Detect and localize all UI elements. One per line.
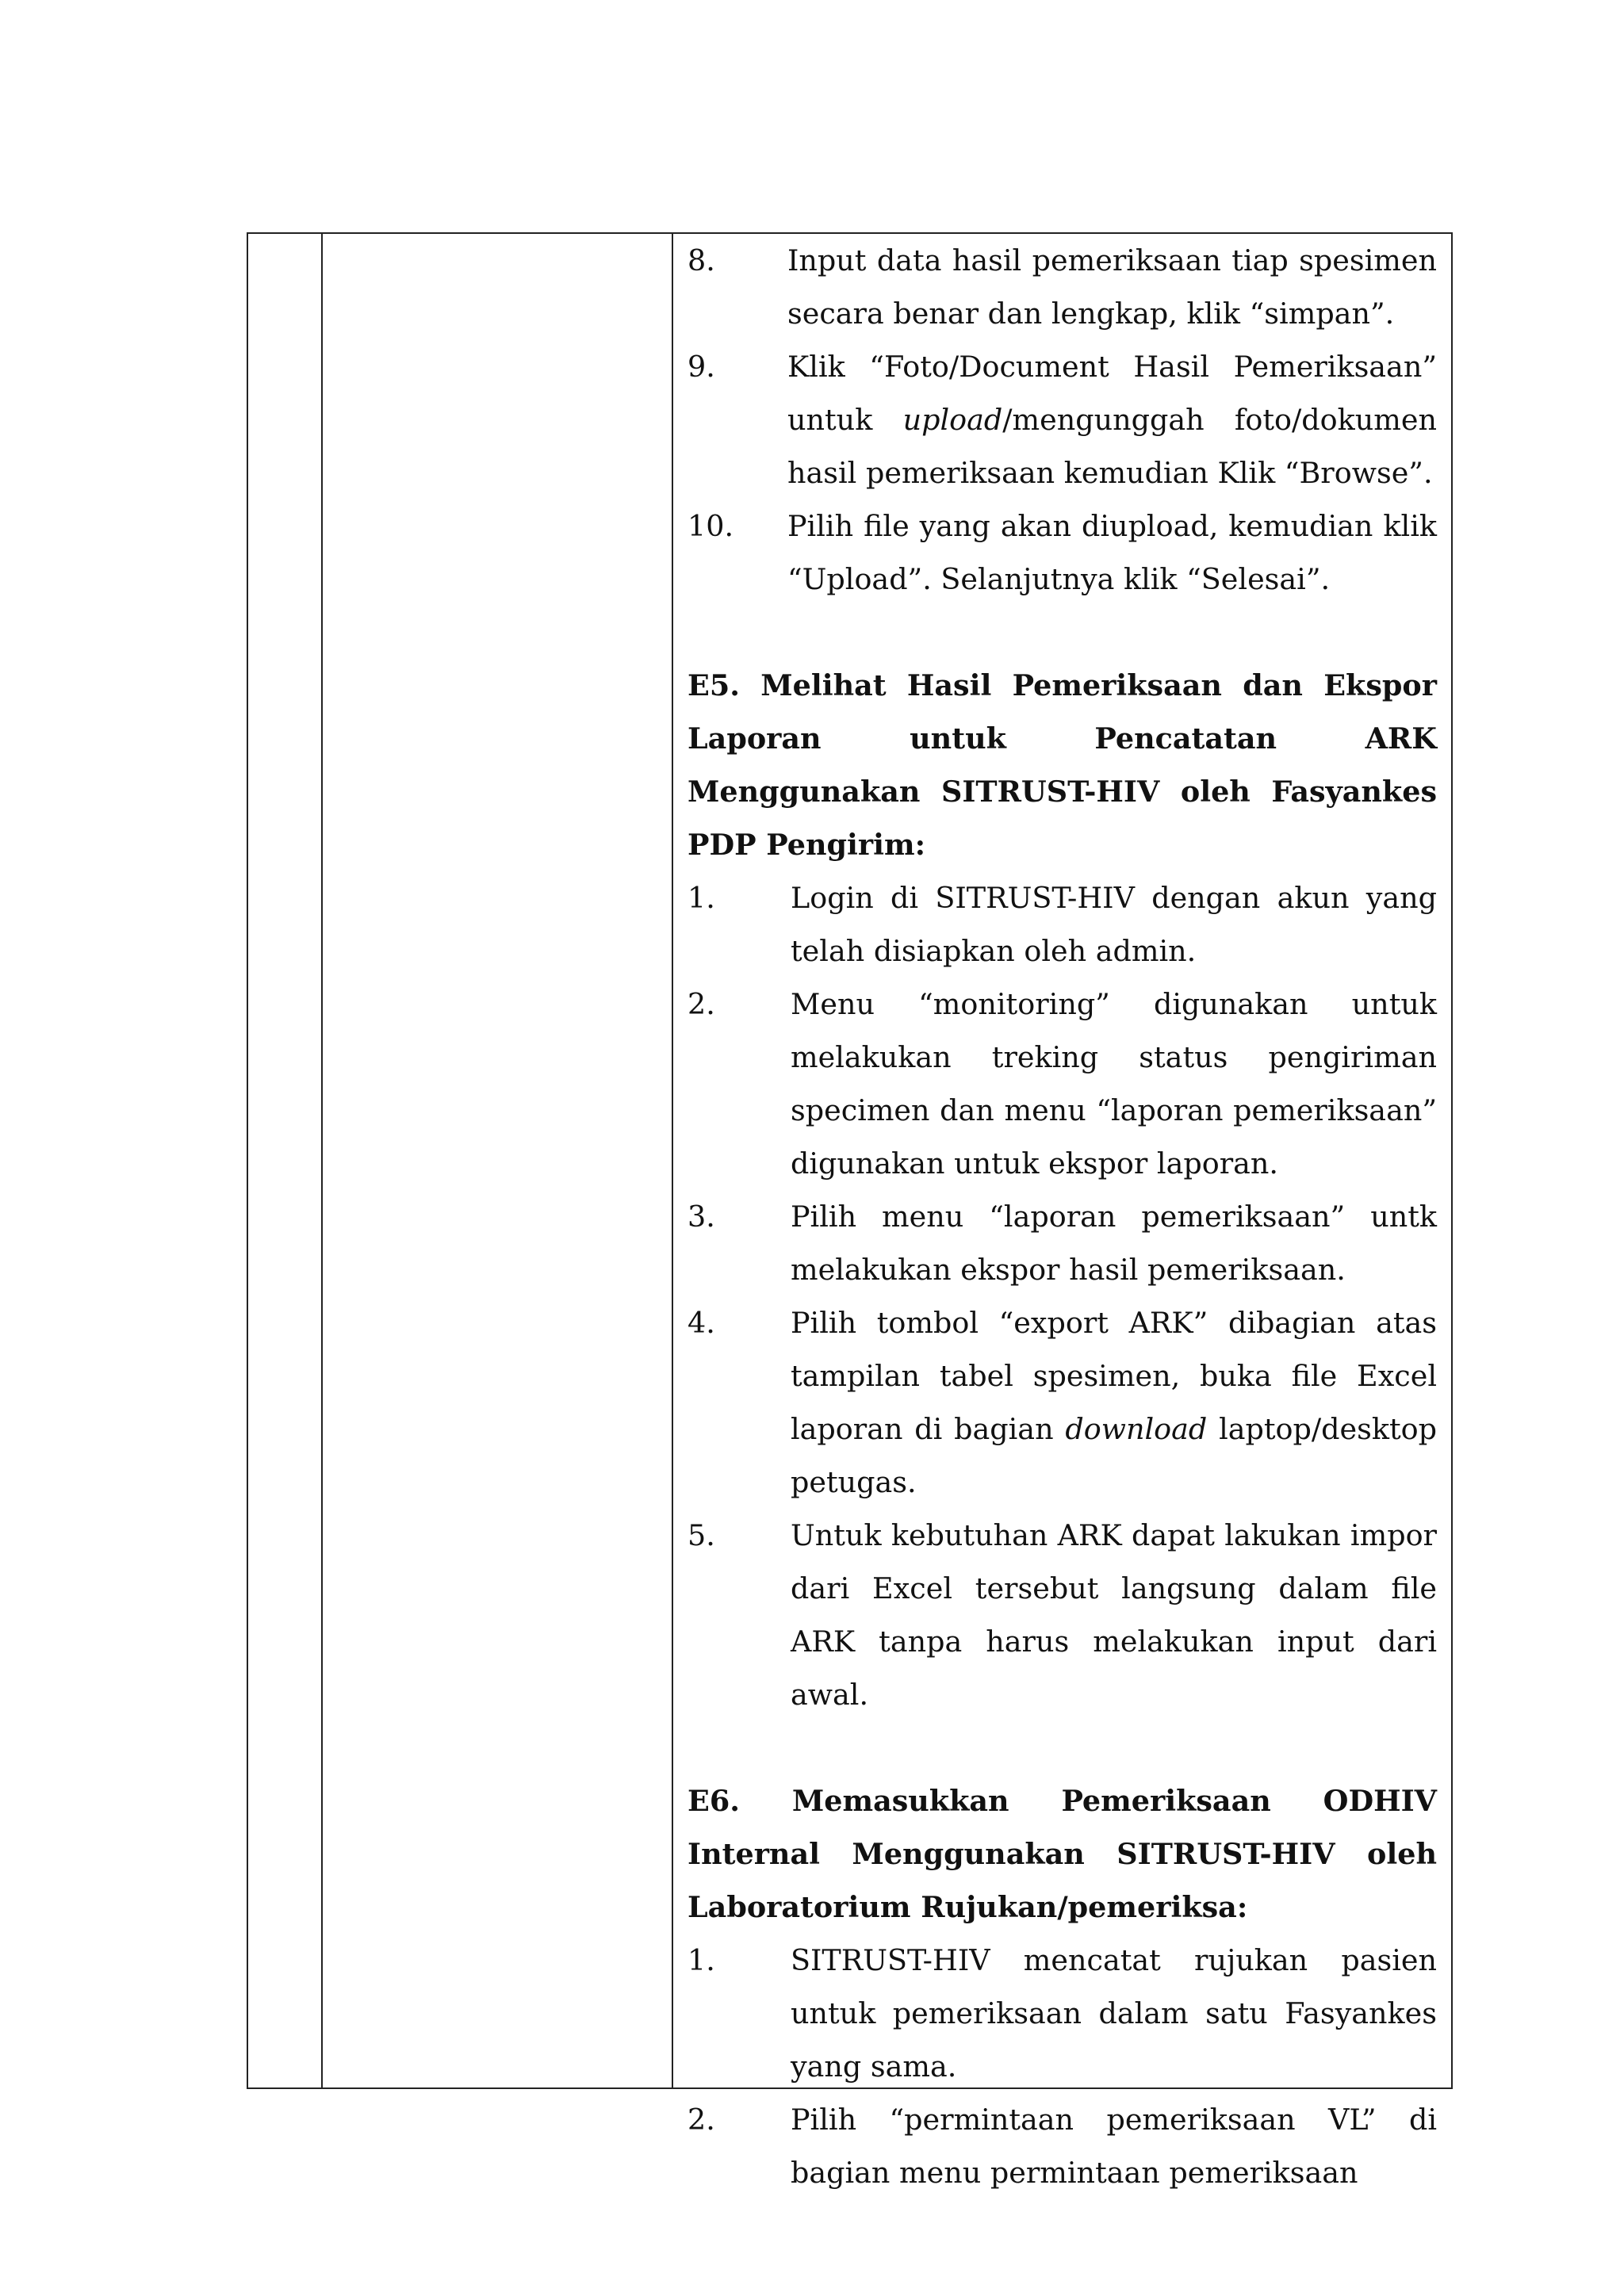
- step-list-continued: [688, 234, 1437, 606]
- list-item: [688, 2093, 1437, 2199]
- paragraph-spacer: [688, 1721, 1437, 1774]
- item-number: 2.: [688, 987, 715, 1021]
- item-number: 8.: [688, 243, 715, 277]
- section-heading-e6: E6. Memasukkan Pemeriksaan ODHIV Internal Menggunakan SITRUST-HIV oleh Laboratorium Rujukan/pemeriksa:: [688, 1784, 1437, 1924]
- list-item: [688, 1296, 1437, 1509]
- list-item: [688, 978, 1437, 1190]
- paragraph-spacer: [688, 606, 1437, 659]
- item-number: 1.: [688, 881, 715, 915]
- item-text-post: /mengunggah foto/dokumen hasil pemeriksaan kemudian Klik “Browse”.: [787, 403, 1437, 490]
- list-item: [688, 1190, 1437, 1296]
- list-item: [688, 871, 1437, 978]
- item-number: 5.: [688, 1518, 715, 1552]
- item-number: 9.: [688, 350, 715, 384]
- item-text-pre: Pilih tombol “export ARK” dibagian atas tampilan tabel spesimen, buka file Excel laporan di bagian: [791, 1306, 1437, 1446]
- list-item: [688, 499, 1437, 606]
- item-number: 3.: [688, 1200, 715, 1234]
- step-list-e6: [688, 1934, 1437, 2199]
- item-text-pre: Klik “Foto/Document Hasil Pemeriksaan” untuk: [787, 350, 1437, 437]
- list-item: [688, 1934, 1437, 2093]
- column-divider-1: [321, 234, 323, 2087]
- list-item: [688, 234, 1437, 340]
- item-text: Input data hasil pemeriksaan tiap spesimen secara benar dan lengkap, klik “simpan”.: [787, 243, 1437, 331]
- document-table: [247, 232, 1453, 2190]
- list-item: [688, 340, 1437, 499]
- list-item: [688, 1509, 1437, 1721]
- section-heading-e5: E5. Melihat Hasil Pemeriksaan dan Ekspor Laporan untuk Pencatatan ARK Menggunakan SITRUST-HIV oleh Fasyankes PDP Pengirim:: [688, 668, 1437, 862]
- item-text: Pilih “permintaan pemeriksaan VL” di bagian menu permintaan pemeriksaan: [791, 2103, 1437, 2190]
- item-text-emphasis: upload: [902, 403, 1003, 437]
- item-text: Untuk kebutuhan ARK dapat lakukan impor dari Excel tersebut langsung dalam file ARK tanpa harus melakukan input dari awal.: [791, 1518, 1437, 1712]
- step-list-e5: [688, 871, 1437, 1721]
- item-text: Login di SITRUST-HIV dengan akun yang telah disiapkan oleh admin.: [791, 881, 1437, 968]
- item-text: Pilih menu “laporan pemeriksaan” untk melakukan ekspor hasil pemeriksaan.: [791, 1200, 1437, 1287]
- item-number: 2.: [688, 2103, 715, 2137]
- item-text: Pilih file yang akan diupload, kemudian klik “Upload”. Selanjutnya klik “Selesai”.: [787, 509, 1437, 596]
- column-divider-2: [672, 234, 673, 2087]
- item-text: SITRUST-HIV mencatat rujukan pasien untuk pemeriksaan dalam satu Fasyankes yang sama.: [791, 1943, 1437, 2084]
- item-number: 1.: [688, 1943, 715, 1977]
- item-text-post: laptop/desktop petugas.: [791, 1412, 1437, 1499]
- procedure-content-cell: [688, 234, 1437, 2199]
- item-number: 4.: [688, 1306, 715, 1340]
- item-text: Menu “monitoring” digunakan untuk melakukan treking status pengiriman specimen dan menu “laporan pemeriksaan” digunakan untuk ekspor laporan.: [791, 987, 1437, 1181]
- item-number: 10.: [688, 509, 734, 543]
- item-text-emphasis: download: [1065, 1412, 1208, 1446]
